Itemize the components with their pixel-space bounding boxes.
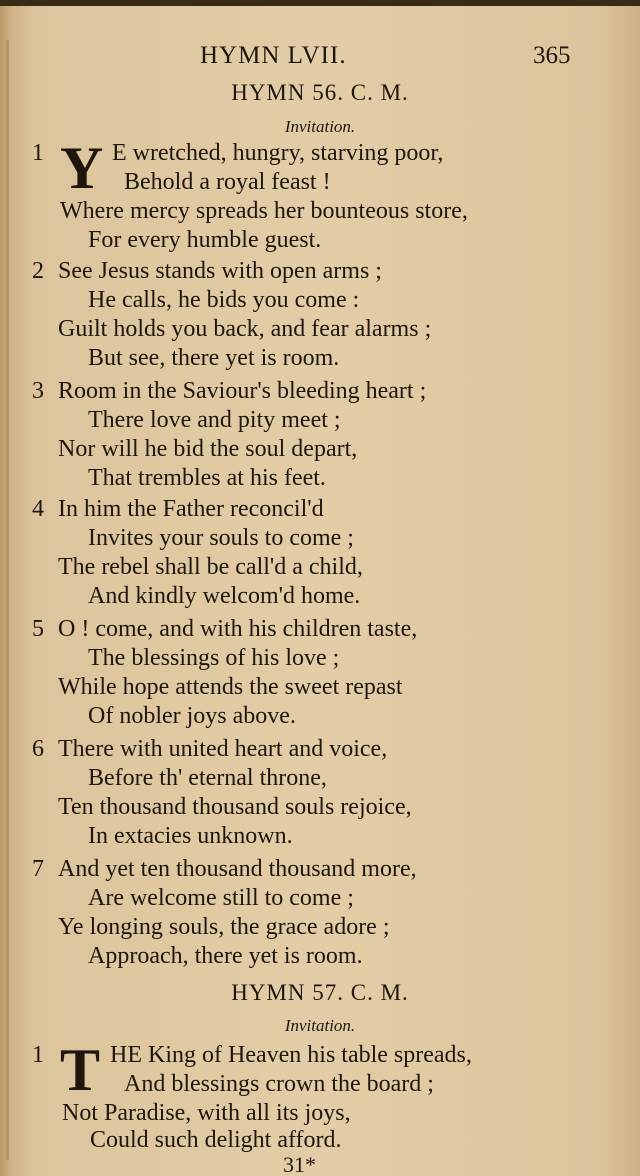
hymn-56-heading: HYMN 56. C. M. [231, 80, 409, 105]
verse-line: And blessings crown the board ; [124, 1071, 434, 1097]
verse-line: Room in the Saviour's bleeding heart ; [58, 378, 427, 404]
verse-line: See Jesus stands with open arms ; [58, 258, 382, 284]
verse-line: The rebel shall be call'd a child, [58, 554, 363, 580]
running-title: HYMN LVII. [200, 42, 347, 69]
verse-number: 4 [32, 496, 44, 522]
drop-cap: T [60, 1037, 101, 1103]
verse-number: 2 [32, 258, 44, 284]
verse-number: 7 [32, 856, 44, 882]
hymn-57-subject: Invitation. [284, 1016, 356, 1035]
verse-line: Before th' eternal throne, [88, 765, 327, 791]
verse-line: O ! come, and with his children taste, [58, 616, 418, 642]
verse-number: 1 [32, 140, 44, 166]
verse-line: Guilt holds you back, and fear alarms ; [58, 316, 432, 342]
verse-line: But see, there yet is room. [88, 345, 340, 371]
hymn-56-subject: Invitation. [284, 117, 356, 136]
verse-line: He calls, he bids you come : [88, 287, 360, 313]
verse-line: Could such delight afford. [90, 1127, 342, 1153]
verse-line: For every humble guest. [88, 227, 322, 253]
verse-line: The blessings of his love ; [88, 645, 340, 671]
running-head [0, 42, 640, 78]
verse-line: In extacies unknown. [88, 823, 293, 849]
verse-line: Where mercy spreads her bounteous store, [60, 198, 468, 224]
page-edge [0, 0, 640, 6]
verse-line: Nor will he bid the soul depart, [58, 436, 358, 462]
verse-line: While hope attends the sweet repast [58, 674, 403, 700]
hymn-57-heading: HYMN 57. C. M. [231, 980, 409, 1005]
verse-line: Are welcome still to come ; [88, 885, 354, 911]
verse-line: And kindly welcom'd home. [88, 583, 361, 609]
verse-line: There love and pity meet ; [88, 407, 341, 433]
verse-line: Ten thousand thousand souls rejoice, [58, 794, 412, 820]
verse-line: That trembles at his feet. [88, 465, 326, 491]
verse-line: Of nobler joys above. [88, 703, 296, 729]
verse-line: HE King of Heaven his table spreads, [110, 1042, 472, 1068]
verse-number: 1 [32, 1042, 44, 1068]
verse-line: In him the Father reconcil'd [58, 496, 324, 522]
signature-mark: 31* [283, 1152, 316, 1176]
verse-line: Invites your souls to come ; [88, 525, 354, 551]
verse-line: There with united heart and voice, [58, 736, 388, 762]
verse-line: And yet ten thousand thousand more, [58, 856, 417, 882]
page-number: 365 [533, 42, 571, 69]
verse-number: 5 [32, 616, 44, 642]
verse-line: Ye longing souls, the grace adore ; [58, 914, 390, 940]
drop-cap: Y [60, 135, 104, 201]
verse-number: 3 [32, 378, 44, 404]
verse-line: E wretched, hungry, starving poor, [112, 140, 444, 166]
verse-line: Approach, there yet is room. [88, 943, 363, 969]
verse-number: 6 [32, 736, 44, 762]
verse-line: Behold a royal feast ! [124, 169, 331, 195]
verse-line: Not Paradise, with all its joys, [62, 1100, 351, 1126]
